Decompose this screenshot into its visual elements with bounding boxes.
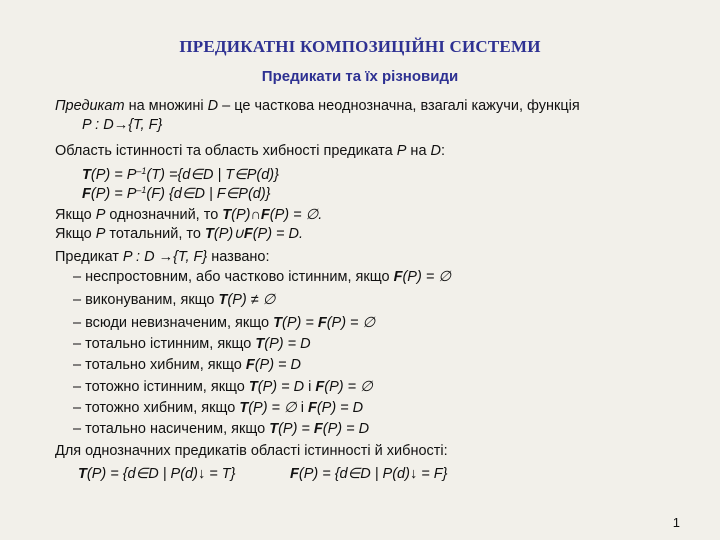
list-item <box>73 399 363 417</box>
symbol-F: F <box>243 226 253 242</box>
text: (P) = ∅ <box>248 400 297 416</box>
text: – тотально насиченим, якщо <box>73 421 270 437</box>
list-item <box>73 335 311 353</box>
text: (P) = ∅ <box>324 379 373 395</box>
text: Якщо <box>55 226 96 242</box>
single-valued-line <box>55 206 322 224</box>
text: – тотально хибним, якщо <box>73 357 246 373</box>
text: (P) = D <box>254 357 302 373</box>
page-title: ПРЕДИКАТНІ КОМПОЗИЦІЙНІ СИСТЕМИ <box>179 37 541 56</box>
text: Предикат <box>55 249 123 265</box>
named-heading <box>55 248 270 266</box>
text: (T) ={d∈D | T∈P(d)} <box>146 167 279 183</box>
text: названо: <box>207 249 270 265</box>
text: Якщо <box>55 207 96 223</box>
symbol: P <box>95 207 106 223</box>
text: на множині <box>124 98 208 114</box>
list-item <box>73 268 451 286</box>
symbol-T: T <box>78 466 87 482</box>
symbol-T: T <box>218 292 228 308</box>
text: і <box>296 400 308 416</box>
text: (P) = D <box>257 379 305 395</box>
text: (P) = ∅ <box>326 315 376 331</box>
page-subtitle: Предикати та їх різновиди <box>261 68 459 85</box>
symbol: P : D →{T, F} <box>122 249 208 265</box>
list-item <box>73 378 373 396</box>
text: (P) = D <box>322 421 370 437</box>
symbol-T: T <box>82 167 91 183</box>
closing-heading: Для однозначних предикатів області істинності й хибності: <box>55 443 448 459</box>
text: (P) = D <box>264 336 311 352</box>
text: (P) = {d∈D | P(d)↓ = F} <box>298 466 448 482</box>
superscript: –1 <box>136 166 147 176</box>
text: (P) = D. <box>252 226 304 242</box>
text: (P)∩ <box>231 207 261 223</box>
text: на <box>406 143 431 159</box>
text: – виконуваним, якщо <box>73 292 219 308</box>
text: (P)∪ <box>213 226 244 242</box>
text: – неспростовним, або частково істинним, якщо <box>73 269 394 285</box>
text: (P) = ∅ <box>402 269 451 285</box>
text: – тотожно хибним, якщо <box>73 400 240 416</box>
text: (P) ≠ ∅ <box>227 292 276 308</box>
superscript: –1 <box>136 185 147 195</box>
list-item <box>73 314 375 332</box>
text: (P) = {d∈D | P(d)↓ = T} <box>86 466 236 482</box>
text: Область істинності та область хибності предиката <box>55 143 397 159</box>
false-formula-single-valued <box>290 465 447 483</box>
text: – тотально істинним, якщо <box>73 336 256 352</box>
function-signature: P : D→{T, F} <box>82 117 163 133</box>
term-predicate: Предикат <box>55 98 125 114</box>
truth-formula-single-valued <box>78 465 235 483</box>
symbol-F: F <box>393 269 403 285</box>
symbol-F: F <box>315 379 325 395</box>
symbol: P <box>396 143 407 159</box>
symbol-T: T <box>222 207 232 223</box>
symbol-T: T <box>239 400 249 416</box>
symbol-T: T <box>255 336 265 352</box>
text: (P) = P <box>90 186 137 202</box>
symbol: P <box>95 226 106 242</box>
symbol-F: F <box>290 466 299 482</box>
text: (F) {d∈D | F∈P(d)} <box>146 186 271 202</box>
domain-heading <box>55 142 445 160</box>
definition-line <box>55 97 580 115</box>
total-line <box>55 225 303 243</box>
list-item <box>73 420 369 438</box>
symbol-F: F <box>313 421 323 437</box>
symbol-T: T <box>205 226 214 242</box>
symbol-T: T <box>269 421 279 437</box>
text: (P) = ∅. <box>269 207 323 223</box>
text: – тотожно істинним, якщо <box>73 379 249 395</box>
text: (P) = D <box>316 400 364 416</box>
text: – всюди невизначеним, якщо <box>73 315 274 331</box>
symbol-F: F <box>260 207 270 223</box>
text: тотальний, то <box>105 226 206 242</box>
text: : <box>441 143 446 159</box>
text: (P) = P <box>90 167 137 183</box>
symbol-T: T <box>248 379 258 395</box>
symbol-T: T <box>273 315 282 331</box>
symbol-F: F <box>245 357 255 373</box>
text: – це часткова неоднозначна, взагалі кажучи, функція <box>218 98 580 114</box>
text: однозначний, то <box>105 207 223 223</box>
symbol-F: F <box>307 400 317 416</box>
text: (P) = <box>281 315 318 331</box>
list-item <box>73 291 275 309</box>
list-item <box>73 356 301 374</box>
text: і <box>304 379 316 395</box>
symbol: D <box>430 143 442 159</box>
false-domain-formula <box>82 181 271 203</box>
symbol: D <box>207 98 219 114</box>
symbol-F: F <box>82 186 91 202</box>
page-number: 1 <box>672 515 680 530</box>
symbol-F: F <box>317 315 327 331</box>
text: (P) = <box>278 421 314 437</box>
